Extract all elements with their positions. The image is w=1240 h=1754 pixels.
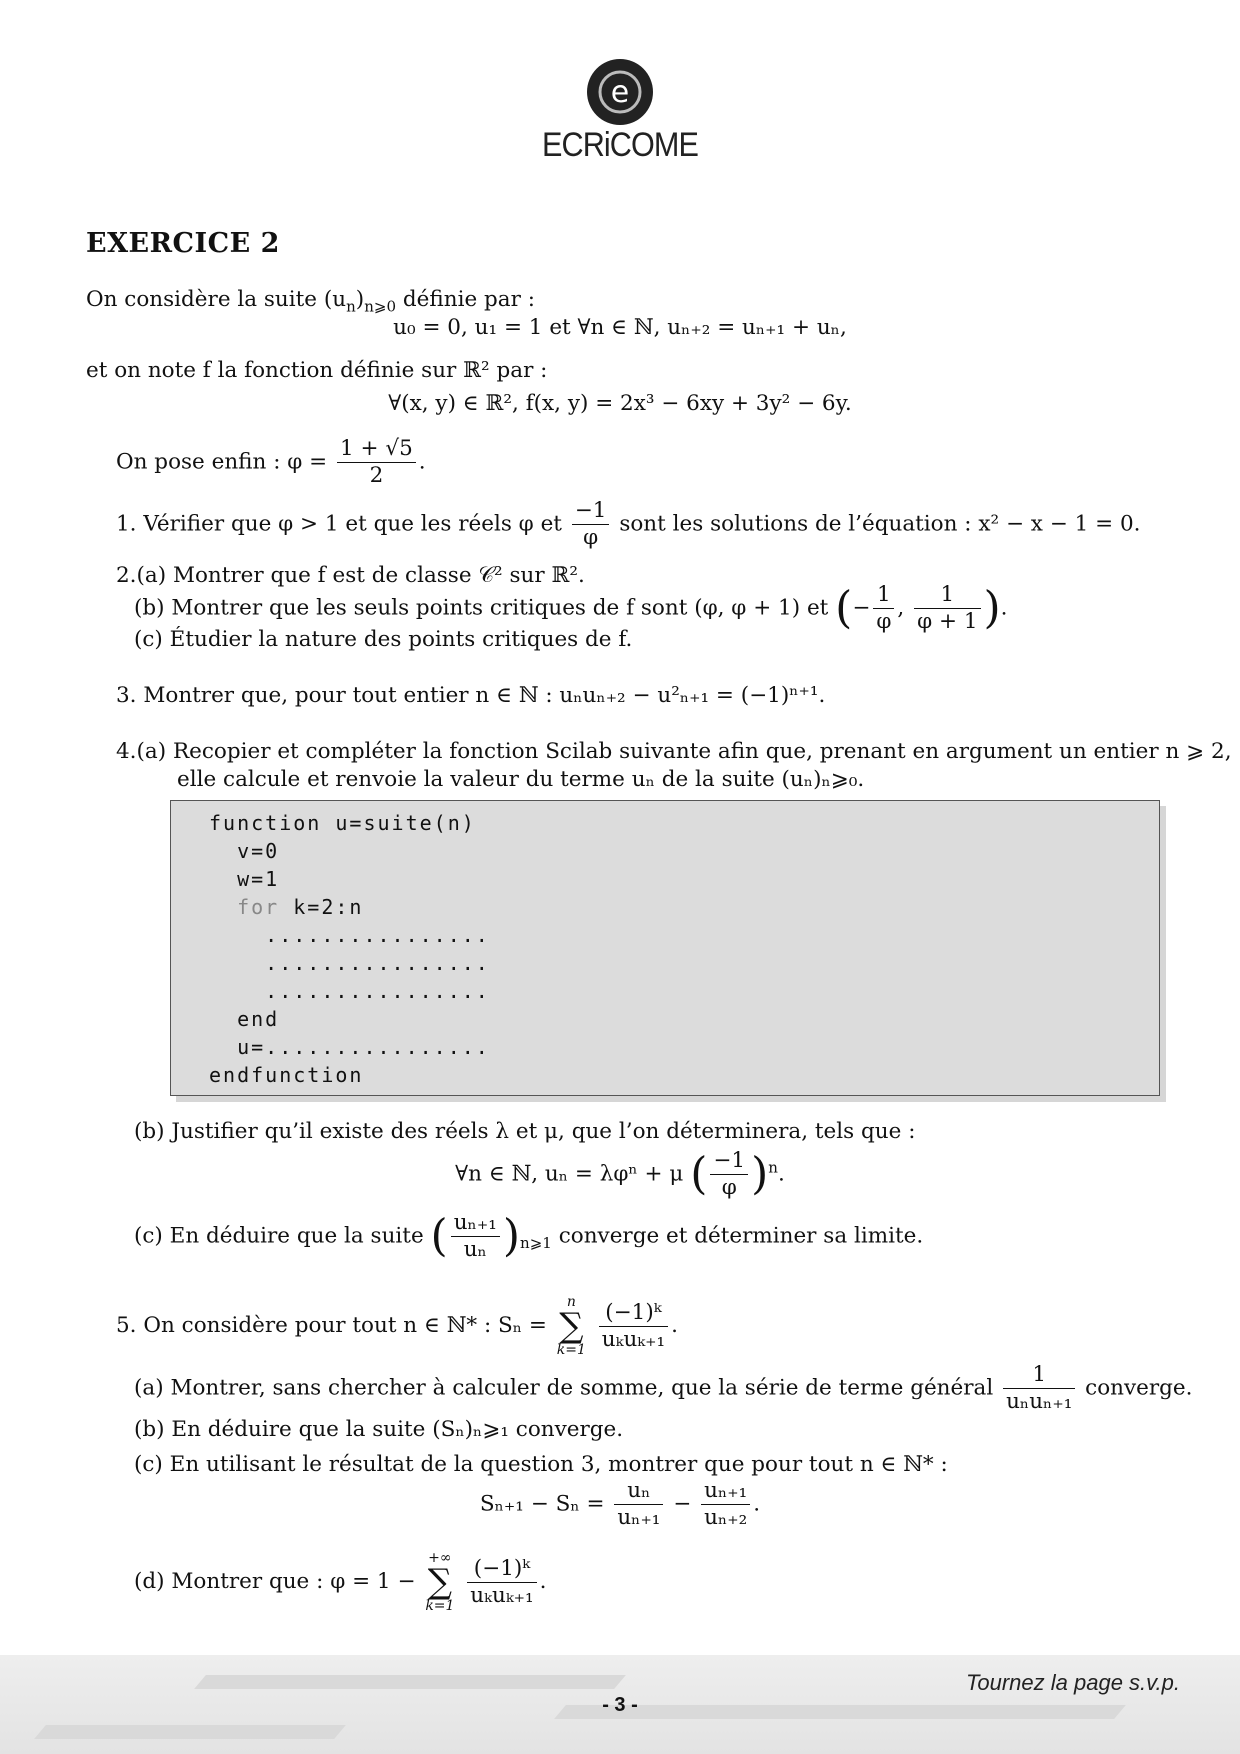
footer-stripe [34,1725,346,1739]
ecricome-logo-text: ECRiCOME [541,126,699,164]
question-4a: 4.(a) Recopier et compléter la fonction Scilab suivante afin que, prenant en argument un entier n ⩾ 2, [116,739,1232,764]
question-4b-formula: ∀n ∈ ℕ, uₙ = λφⁿ + μ ( $\frac{-1}{\varphi}$ )$^n$. [455,1148,785,1200]
question-3: 3. Montrer que, pour tout entier n ∈ ℕ : uₙuₙ₊₂ − u²ₙ₊₁ = (−1)ⁿ⁺¹. [116,683,826,708]
footer-stripe [194,1675,626,1689]
question-4c: (c) En déduire que la suite ( $\frac{\text{uₙ₊₁}}{\text{uₙ}}$ )$_{n⩾1}$ converge et déterminer sa limite. [134,1210,924,1262]
question-4b: (b) Justifier qu’il existe des réels λ et μ, que l’on déterminera, tels que : [134,1119,916,1144]
logo-e-icon [587,59,653,125]
question-4a-line-2: elle calcule et renvoie la valeur du terme uₙ de la suite (uₙ)ₙ⩾₀. [177,767,865,792]
question-5d: (d) Montrer que : φ = 1 − +∞ ∑ k=1 $\frac{\text{(−1)ᵏ}}{\text{uₖuₖ₊₁}}$ . [134,1550,547,1614]
phi-definition: On pose enfin : φ = $\frac{1 + √5}{2}$ . [116,436,426,488]
intro-line-1: On considère la suite $(u_n)_{n⩾0}$ définie par : [86,287,535,316]
question-1: 1. Vérifier que φ > 1 et que les réels φ et $\frac{-1}{\varphi}$ sont les solutions de l’équation : x² − x − 1 = 0. [116,498,1141,550]
page-number: - 3 - [602,1694,638,1716]
question-5a: (a) Montrer, sans chercher à calculer de somme, que la série de terme général $\frac{1}{\text{uₙuₙ₊₁}}$ converge. [134,1362,1193,1414]
question-5c-formula: Sₙ₊₁ − Sₙ = $\frac{\text{uₙ}}{\text{uₙ₊₁}}$ − $\frac{\text{uₙ₊₁}}{\text{uₙ₊₂}}$ . [479,1478,761,1530]
svg-text:e: e [610,75,630,110]
function-definition: ∀(x, y) ∈ ℝ², f(x, y) = 2x³ − 6xy + 3y² − 6y. [388,391,852,416]
question-5: 5. On considère pour tout n ∈ ℕ* : Sₙ = n ∑ k=1 $\frac{\text{(−1)ᵏ}}{\text{uₖuₖ₊₁}}$ . [116,1294,678,1358]
turn-page-note: Tournez la page s.v.p. [965,1670,1180,1695]
question-5b: (b) En déduire que la suite (Sₙ)ₙ⩾₁ converge. [134,1417,624,1442]
question-5c: (c) En utilisant le résultat de la question 3, montrer que pour tout n ∈ ℕ* : [134,1452,948,1477]
recurrence-formula: u₀ = 0, u₁ = 1 et ∀n ∈ ℕ, uₙ₊₂ = uₙ₊₁ + uₙ, [393,315,847,340]
exercise-title: EXERCICE 2 [86,228,280,259]
question-2a: 2.(a) Montrer que f est de classe 𝒞² sur ℝ². [116,563,585,588]
ecricome-logo-mark [587,59,653,125]
scilab-code: function u=suite(n) v=0 w=1 for k=2:n ................ ................ ................ end u=................ endfunction [209,811,490,1087]
intro-line-2: et on note f la fonction définie sur ℝ² par : [86,358,548,383]
question-2b: (b) Montrer que les seuls points critiques de f sont (φ, φ + 1) et (− $\frac{1}{\varphi}$ , $\frac{1}{\varphi + 1}$ ). [134,582,1008,634]
question-2c: (c) Étudier la nature des points critiques de f. [134,627,633,652]
scilab-code-box [170,800,1160,1096]
